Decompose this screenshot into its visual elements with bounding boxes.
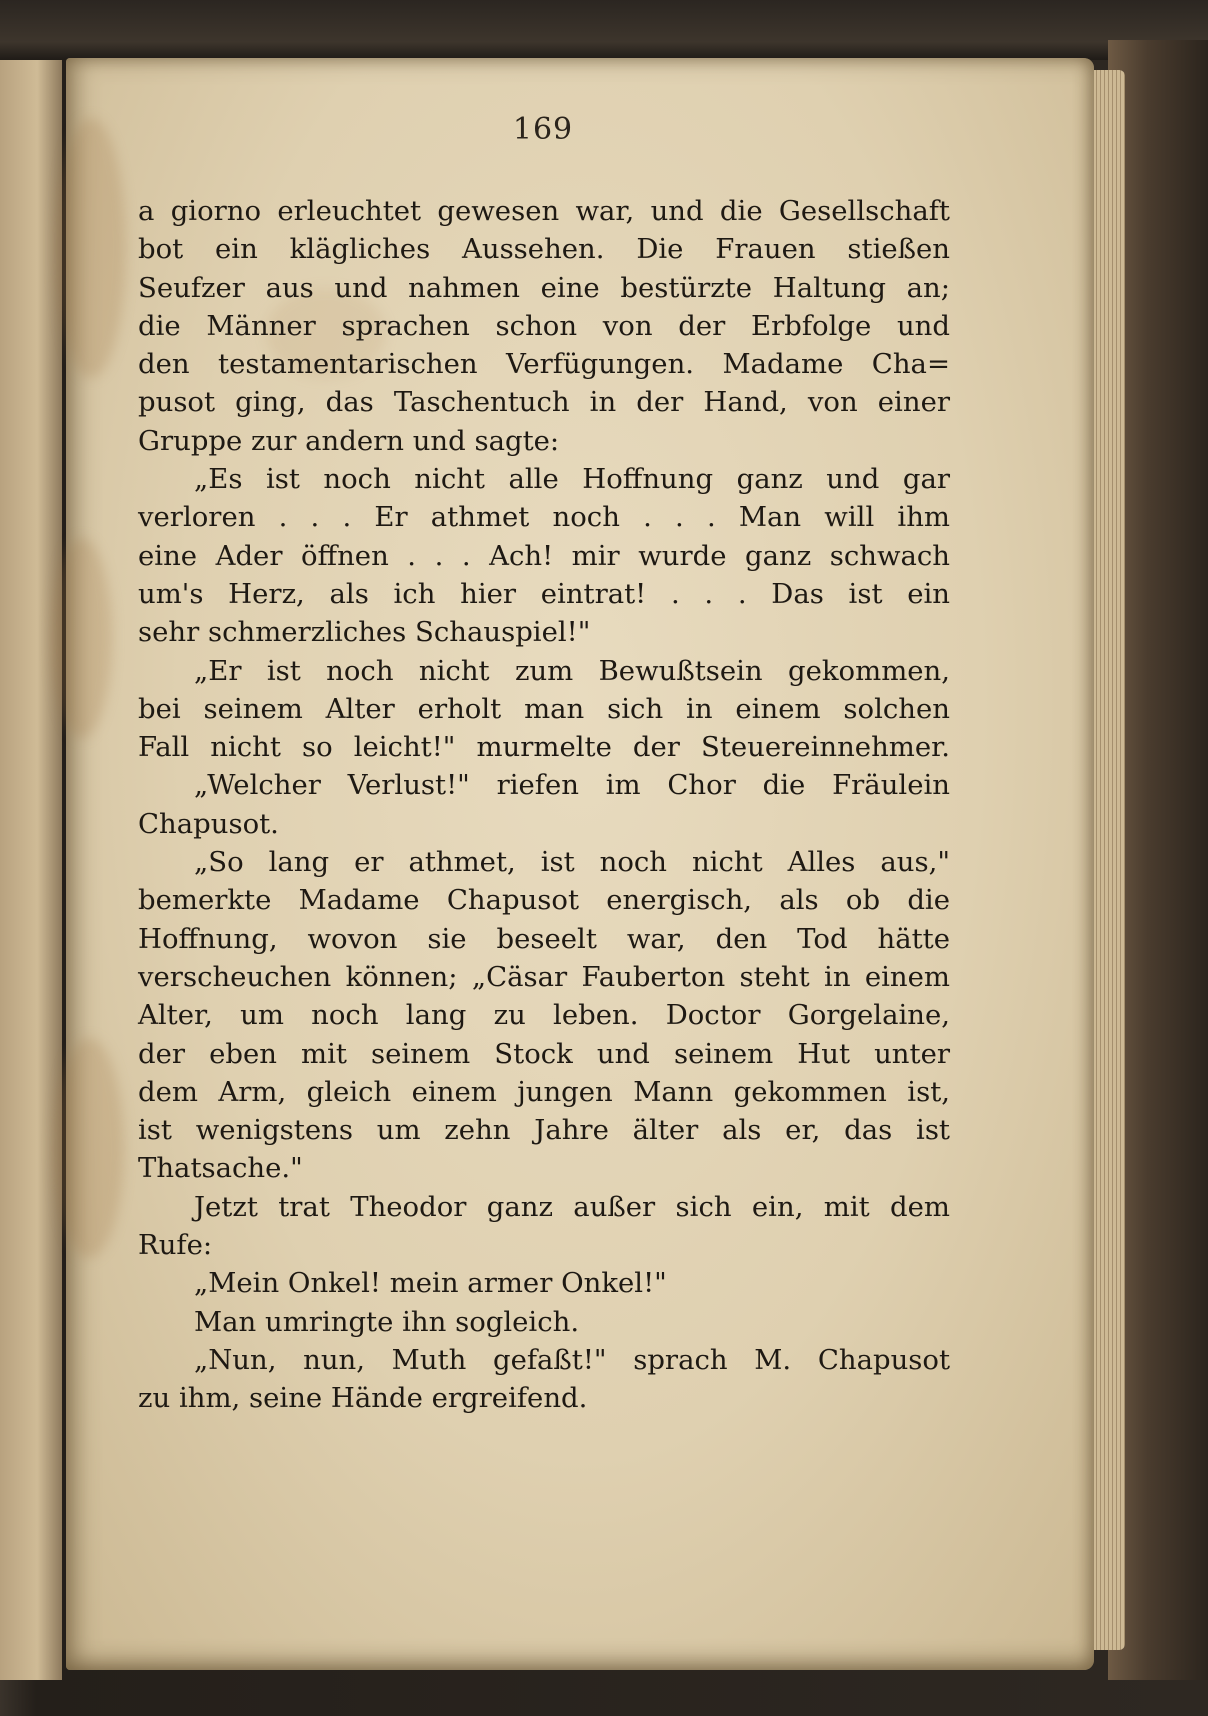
text-line: bei seinem Alter erholt man sich in einem solchen [138,692,950,725]
text-line: den testamentarischen Verfügungen. Madame Cha= [138,348,950,381]
text-line: der eben mit seinem Stock und seinem Hut unter [138,1037,950,1070]
text-line: um's Herz, als ich hier eintrat! . . . Das ist ein [138,577,950,610]
text-line: „Er ist noch nicht zum Bewußtsein gekommen, [194,654,950,687]
text-line: „Mein Onkel! mein armer Onkel!" [194,1267,667,1300]
text-line: Rufe: [138,1229,213,1262]
text-line: „Es ist noch nicht alle Hoffnung ganz und gar [194,463,950,496]
text-line: Jetzt trat Theodor ganz außer sich ein, mit dem [194,1190,950,1223]
text-line: Seufzer aus und nahmen eine bestürzte Haltung an; [138,271,950,304]
text-line: verloren . . . Er athmet noch . . . Man will ihm [138,501,950,534]
text-line: ist wenigstens um zehn Jahre älter als er, das ist [138,1114,950,1147]
text-line: Man umringte ihn sogleich. [194,1305,580,1338]
text-line: Thatsache." [138,1152,303,1185]
text-line: sehr schmerzliches Schauspiel!" [138,616,591,649]
text-line: „Welcher Verlust!" riefen im Chor die Fräulein [194,769,950,802]
text-line: „So lang er athmet, ist noch nicht Alles aus," [194,846,950,879]
facing-page-edge [0,60,62,1680]
book-cover-top [0,0,1208,60]
text-line: „Nun, nun, Muth gefaßt!" sprach M. Chapusot [194,1343,950,1376]
text-line: bemerkte Madame Chapusot energisch, als ob die [138,884,950,917]
stain-left-bottom [54,1038,124,1258]
page-text [138,192,950,1418]
stain-left-middle [52,538,112,738]
text-line: verscheuchen können; „Cäsar Fauberton steht in einem [138,960,950,993]
text-line: Fall nicht so leicht!" murmelte der Steuereinnehmer. [138,731,950,764]
text-line: Alter, um noch lang zu leben. Doctor Gorgelaine, [138,999,950,1032]
text-line: dem Arm, gleich einem jungen Mann gekommen ist, [138,1075,950,1108]
text-line: Hoffnung, wovon sie beseelt war, den Tod hätte [138,922,950,955]
text-line: zu ihm, seine Hände ergreifend. [138,1382,588,1415]
text-line: Chapusot. [138,807,279,840]
page-number: 169 [512,112,574,147]
text-line: a giorno erleuchtet gewesen war, und die Gesellschaft [138,195,950,227]
text-line: bot ein klägliches Aussehen. Die Frauen stießen [138,233,950,266]
text-line: die Männer sprachen schon von der Erbfolge und [138,309,950,342]
text-line: Gruppe zur andern und sagte: [138,424,560,457]
text-line: pusot ging, das Taschentuch in der Hand, von einer [138,386,950,419]
stain-left-top [56,118,126,378]
text-line: eine Ader öffnen . . . Ach! mir wurde ganz schwach [138,539,950,572]
